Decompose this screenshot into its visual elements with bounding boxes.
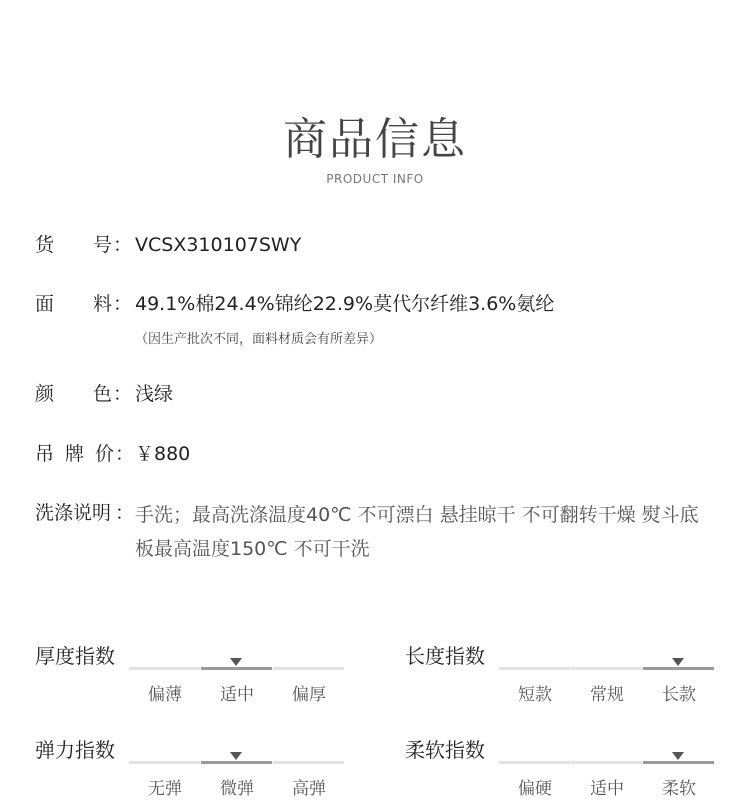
color-value: 浅绿 [135, 383, 174, 405]
index-option: 短款 [518, 685, 552, 705]
label-char: 色 [93, 383, 113, 405]
label-char: 颜 [35, 383, 55, 405]
index-option: 无弹 [148, 779, 182, 799]
index-option: 常规 [590, 685, 624, 705]
label-colon: ： [113, 383, 133, 405]
label-char: 价 [95, 443, 115, 465]
track-segment [273, 761, 344, 764]
fabric-value: 49.1%棉24.4%锦纶22.9%莫代尔纤维3.6%氨纶 [135, 293, 555, 315]
index-option: 长款 [662, 685, 696, 705]
index-track [129, 667, 345, 670]
thickness-index [35, 642, 355, 712]
label-colon: ： [115, 502, 135, 524]
label-char: 吊 [35, 443, 55, 465]
index-label: 长度指数 [405, 644, 485, 668]
index-option: 偏薄 [148, 685, 182, 705]
index-track [499, 667, 715, 670]
index-option: 适中 [590, 779, 624, 799]
track-segment [201, 667, 272, 670]
page-subtitle: PRODUCT INFO [326, 172, 424, 186]
index-option: 偏硬 [518, 779, 552, 799]
item-number-value: VCSX310107SWY [135, 234, 302, 256]
index-option: 偏厚 [292, 685, 326, 705]
track-segment [499, 761, 570, 764]
track-segment [129, 667, 200, 670]
track-segment [571, 761, 642, 764]
index-option: 高弹 [292, 779, 326, 799]
index-track [129, 761, 345, 764]
index-label: 弹力指数 [35, 738, 115, 762]
index-label: 柔软指数 [405, 738, 485, 762]
label-text: 洗涤说明 [35, 502, 112, 524]
label-char: 面 [35, 293, 55, 315]
index-marker-icon [230, 658, 242, 666]
index-option: 微弹 [220, 779, 254, 799]
page-title: 商品信息 [283, 114, 467, 165]
track-segment [201, 761, 272, 764]
label-char: 货 [35, 234, 55, 256]
index-marker-icon [672, 752, 684, 760]
track-segment [273, 667, 344, 670]
index-marker-icon [672, 658, 684, 666]
label-colon: ： [113, 234, 133, 256]
index-option: 柔软 [662, 779, 696, 799]
track-segment [499, 667, 570, 670]
price-value: ￥880 [135, 443, 191, 465]
label-colon: ： [113, 293, 133, 315]
index-option: 适中 [220, 685, 254, 705]
track-segment [643, 667, 714, 670]
index-label: 厚度指数 [35, 644, 115, 668]
track-segment [129, 761, 200, 764]
length-index [405, 642, 725, 712]
index-marker-icon [230, 752, 242, 760]
washing-value: 手洗；最高洗涤温度40℃ 不可漂白 悬挂晾干 不可翻转干燥 熨斗底板最高温度150℃ 不可干洗 [135, 504, 699, 560]
track-segment [643, 761, 714, 764]
label-colon: ： [115, 443, 135, 465]
fabric-note: （因生产批次不同，面料材质会有所差异） [135, 332, 383, 347]
track-segment [571, 667, 642, 670]
label-char: 号 [93, 234, 113, 256]
index-track [499, 761, 715, 764]
label-char: 料 [93, 293, 113, 315]
label-char: 牌 [65, 443, 85, 465]
